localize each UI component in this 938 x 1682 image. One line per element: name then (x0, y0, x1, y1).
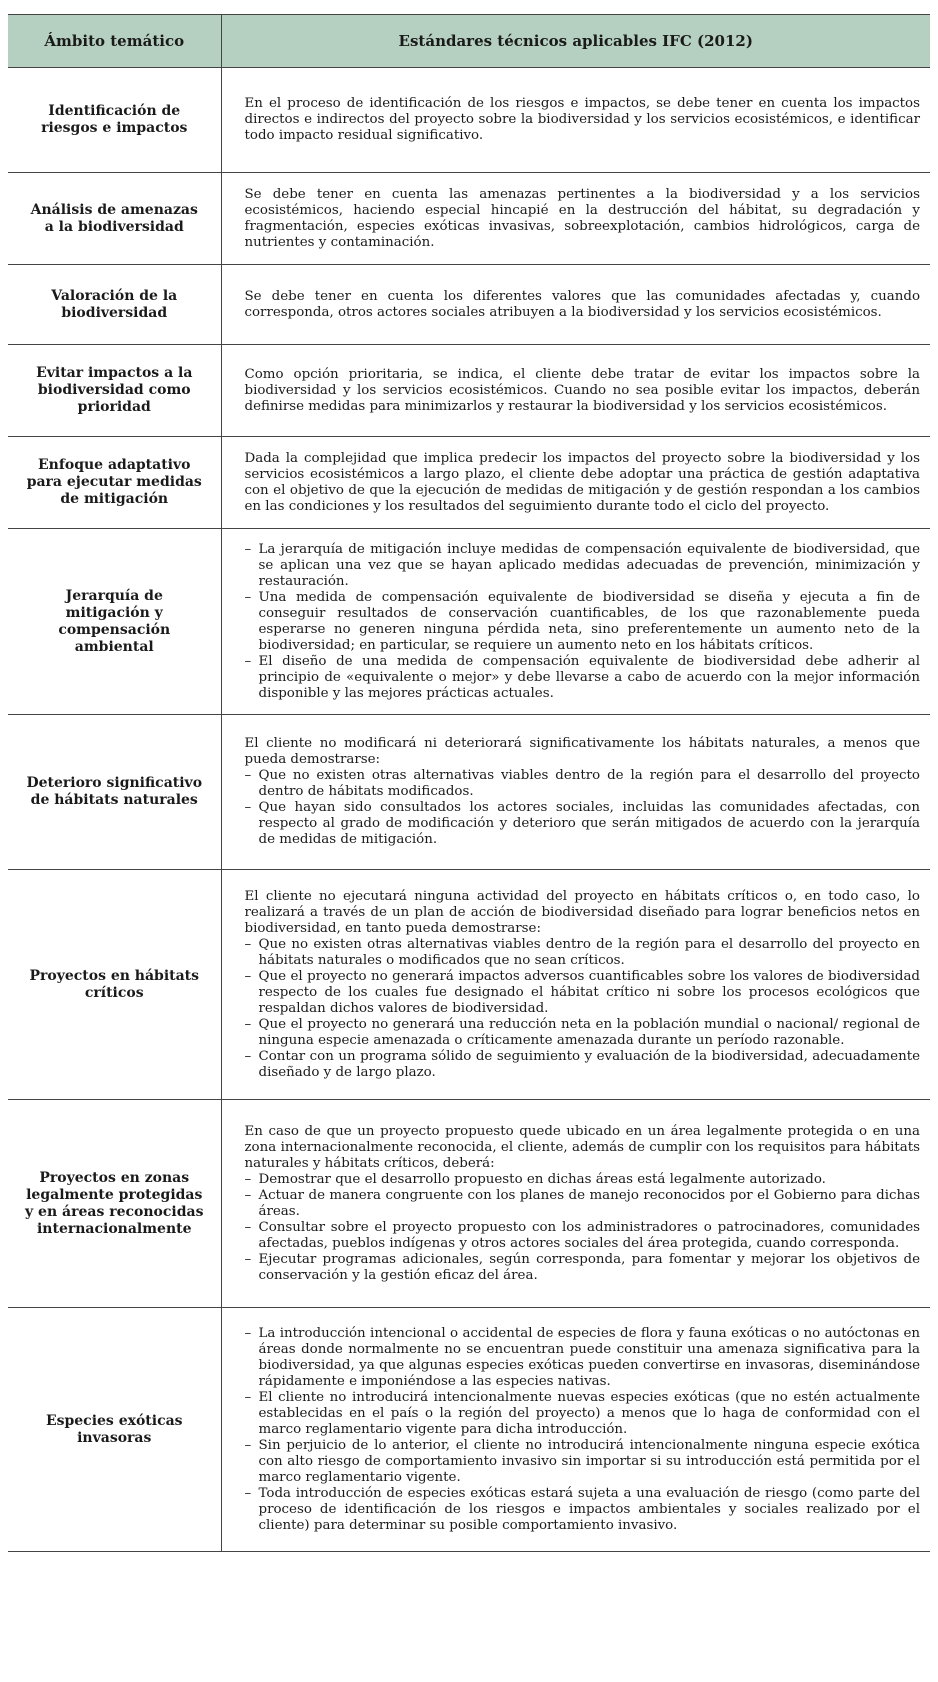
table-row (8, 265, 930, 345)
standard-bullet-item: – Que el proyecto no generará impactos adversos cuantificables sobre los valores de biodiversidad respecto de los cuales fue designado el hábitat crítico ni sobre los procesos ecológicos que respaldan dichos valores de biodiversidad. (245, 969, 921, 1017)
standard-bullet-item: – Que el proyecto no generará una reducción neta en la población mundial o nacional/ regional de ninguna especie amenazada o críticamente amenazada durante un período razonable. (245, 1017, 921, 1049)
standard-bullet-item: – El cliente no introducirá intencionalmente nuevas especies exóticas (que no estén actualmente establecidas en el país o la región del proyecto) a menos que lo haga de conformidad con el marco reglamentario vigente para dicha introducción. (245, 1390, 921, 1438)
standard-bullet-list (245, 542, 921, 702)
standard-content (221, 345, 930, 437)
standard-bullet-item: – Contar con un programa sólido de seguimiento y evaluación de la biodiversidad, adecuadamente diseñado y de largo plazo. (245, 1049, 921, 1081)
standard-paragraph: Como opción prioritaria, se indica, el cliente debe tratar de evitar los impactos sobre la biodiversidad y los servicios ecosistémicos. Cuando no sea posible evitar los impactos, deberán definirse medidas para minimizarlos y restaurar la biodiversidad y los servicios ecosistémicos. (244, 366, 920, 414)
table-row (8, 870, 930, 1100)
table-row (8, 68, 930, 173)
table-body (8, 68, 930, 1552)
standard-bullet-item: – Que no existen otras alternativas viables dentro de la región para el desarrollo del proyecto en hábitats naturales o modificados que no sean críticos. (245, 937, 921, 969)
standards-table (8, 14, 930, 1552)
standard-bullet-item: – La introducción intencional o accidental de especies de flora y fauna exóticas o no autóctonas en áreas donde normalmente no se encuentran puede constituir una amenaza significativa para la biodiversidad, ya que algunas especies exóticas pueden convertirse en invasoras, diseminándose rápidamente e imponiéndose a las especies nativas. (245, 1326, 921, 1390)
standard-content (221, 529, 930, 715)
standard-bullet-item: – Demostrar que el desarrollo propuesto en dichas áreas está legalmente autorizado. (245, 1172, 921, 1188)
thematic-scope-label: Análisis de amenazas a la biodiversidad (8, 173, 221, 265)
standard-bullet-list (245, 768, 921, 848)
standard-bullet-item: – Actuar de manera congruente con los planes de manejo reconocidos por el Gobierno para dichas áreas. (245, 1188, 921, 1220)
thematic-scope-label: Proyectos en hábitats críticos (8, 870, 221, 1100)
standard-bullet-item: – Ejecutar programas adicionales, según corresponda, para fomentar y mejorar los objetivos de conservación y la gestión eficaz del área. (245, 1252, 921, 1284)
table-row (8, 1100, 930, 1308)
standard-paragraph: En caso de que un proyecto propuesto quede ubicado en un área legalmente protegida o en una zona internacionalmente reconocida, el cliente, además de cumplir con los requisitos para hábitats naturales y hábitats críticos, deberá: (244, 1123, 920, 1171)
thematic-scope-label: Identificación de riesgos e impactos (8, 68, 221, 173)
standard-content (221, 173, 930, 265)
thematic-scope-label: Valoración de la biodiversidad (8, 265, 221, 345)
thematic-scope-label: Deterioro significativo de hábitats naturales (8, 715, 221, 870)
thematic-scope-label: Especies exóticas invasoras (8, 1308, 221, 1552)
table-row (8, 345, 930, 437)
standard-bullet-item: – La jerarquía de mitigación incluye medidas de compensación equivalente de biodiversidad, que se aplican una vez que se hayan aplicado medidas adecuadas de prevención, minimización y restauración. (245, 542, 921, 590)
standard-content (221, 265, 930, 345)
table-row (8, 529, 930, 715)
standard-bullet-item: – Sin perjuicio de lo anterior, el cliente no introducirá intencionalmente ninguna especie exótica con alto riesgo de comportamiento invasivo sin importar si su introducción está permitida por el marco reglamentario vigente. (245, 1438, 921, 1486)
standard-bullet-item: – Consultar sobre el proyecto propuesto con los administradores o patrocinadores, comunidades afectadas, pueblos indígenas y otros actores sociales del área protegida, cuando corresponda. (245, 1220, 921, 1252)
column-header-ifc-standards: Estándares técnicos aplicables IFC (2012) (221, 15, 930, 68)
standard-bullet-list (245, 1326, 921, 1534)
table-row (8, 437, 930, 529)
thematic-scope-label: Evitar impactos a la biodiversidad como prioridad (8, 345, 221, 437)
standard-paragraph: En el proceso de identificación de los riesgos e impactos, se debe tener en cuenta los impactos directos e indirectos del proyecto sobre la biodiversidad y los servicios ecosistémicos, e identificar todo impacto residual significativo. (244, 96, 920, 143)
table-row (8, 173, 930, 265)
column-header-thematic-scope: Ámbito temático (8, 15, 221, 68)
standard-paragraph: Se debe tener en cuenta los diferentes valores que las comunidades afectadas y, cuando corresponda, otros actores sociales atribuyen a la biodiversidad y los servicios ecosistémicos. (244, 288, 920, 320)
table-row (8, 715, 930, 870)
standard-bullet-item: – Que hayan sido consultados los actores sociales, incluidas las comunidades afectadas, con respecto al grado de modificación y deterioro que serán mitigados de acuerdo con la jerarquía de medidas de mitigación. (245, 800, 921, 848)
standard-bullet-item: – El diseño de una medida de compensación equivalente de biodiversidad debe adherir al principio de «equivalente o mejor» y debe llevarse a cabo de acuerdo con la mejor información disponible y las mejores prácticas actuales. (245, 654, 921, 702)
table-header-row (8, 15, 930, 68)
standard-content (221, 870, 930, 1100)
standard-content (221, 1100, 930, 1308)
standard-bullet-item: – Que no existen otras alternativas viables dentro de la región para el desarrollo del proyecto dentro de hábitats modificados. (245, 768, 921, 800)
standard-paragraph: El cliente no ejecutará ninguna actividad del proyecto en hábitats críticos o, en todo caso, lo realizará a través de un plan de acción de biodiversidad diseñado para lograr beneficios netos en biodiversidad, en tanto pueda demostrarse: (244, 888, 920, 936)
thematic-scope-label: Proyectos en zonas legalmente protegidas y en áreas reconocidas internacionalmente (8, 1100, 221, 1308)
standard-bullet-list (245, 937, 921, 1081)
thematic-scope-label: Enfoque adaptativo para ejecutar medidas de mitigación (8, 437, 221, 529)
standard-paragraph: Dada la complejidad que implica predecir los impactos del proyecto sobre la biodiversidad y los servicios ecosistémicos a largo plazo, el cliente debe adoptar una práctica de gestión adaptativa con el objetivo de que la ejecución de medidas de mitigación y de gestión respondan a los cambios en las condiciones y los resultados del seguimiento durante todo el ciclo del proyecto. (244, 450, 920, 514)
standard-paragraph: Se debe tener en cuenta las amenazas pertinentes a la biodiversidad y a los servicios ecosistémicos, haciendo especial hincapié en la destrucción del hábitat, su degradación y fragmentación, especies exóticas invasivas, sobreexplotación, cambios hidrológicos, carga de nutrientes y contaminación. (244, 186, 920, 250)
standard-bullet-list (245, 1172, 921, 1284)
standard-bullet-item: – Toda introducción de especies exóticas estará sujeta a una evaluación de riesgo (como parte del proceso de identificación de los riesgos e impactos ambientales y sociales realizado por el cliente) para determinar su posible comportamiento invasivo. (245, 1486, 921, 1534)
standard-bullet-item: – Una medida de compensación equivalente de biodiversidad se diseña y ejecuta a fin de conseguir resultados de conservación cuantificables, de los que razonablemente pueda esperarse no generen ninguna pérdida neta, sino preferentemente un aumento neto de la biodiversidad; en particular, se requiere un aumento neto en los hábitats críticos. (245, 590, 921, 654)
table-row (8, 1308, 930, 1552)
standard-content (221, 437, 930, 529)
standard-paragraph: El cliente no modificará ni deteriorará significativamente los hábitats naturales, a menos que pueda demostrarse: (244, 736, 920, 767)
standard-content (221, 1308, 930, 1552)
standard-content (221, 715, 930, 870)
standard-content (221, 68, 930, 173)
thematic-scope-label: Jerarquía de mitigación y compensación ambiental (8, 529, 221, 715)
